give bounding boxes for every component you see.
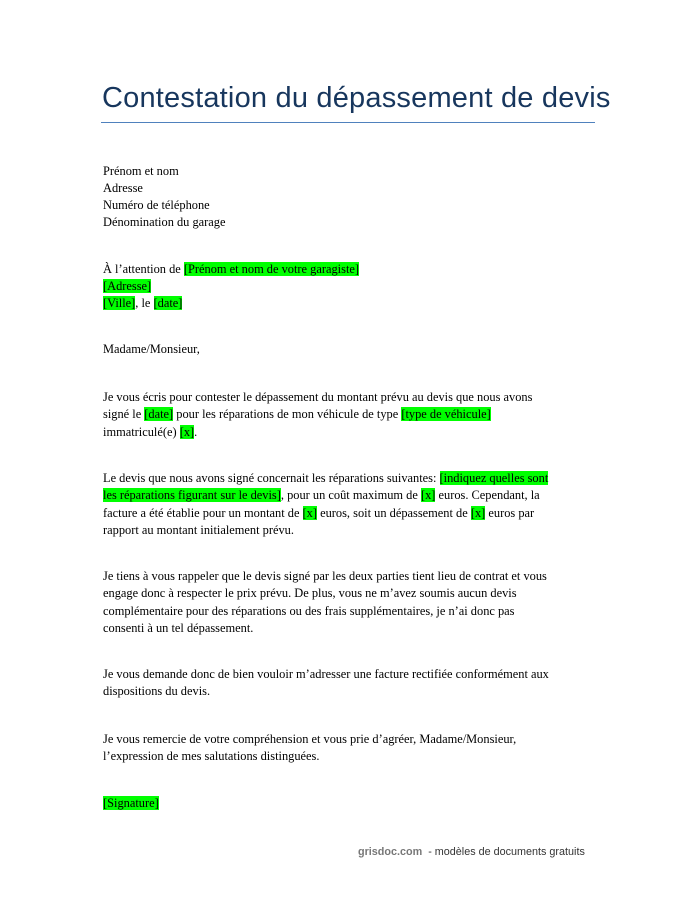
paragraph-request xyxy=(103,666,585,701)
title-underline xyxy=(101,122,595,123)
footer-tagline: - modèles de documents gratuits xyxy=(422,846,585,858)
para1-line3 xyxy=(103,424,585,441)
para1-l2-b: pour les réparations de mon véhicule de type xyxy=(173,407,402,422)
para3-line4: consenti à un tel dépassement. xyxy=(103,620,254,635)
signature-line xyxy=(103,795,585,812)
sender-garage: Dénomination du garage xyxy=(103,215,226,229)
sender-block xyxy=(103,163,226,231)
overrun-amount-placeholder: [x] xyxy=(470,505,486,520)
invoice-amount-placeholder: [x] xyxy=(302,505,317,520)
para2-l1-a: Le devis que nous avons signé concernait les réparations suivantes: xyxy=(103,471,440,485)
recipient-block xyxy=(103,261,359,312)
garagiste-name-placeholder: [Prénom et nom de votre garagiste] xyxy=(183,262,360,276)
para4-line1: Je vous demande donc de bien vouloir m’adresser une facture rectifiée conformément aux xyxy=(103,667,549,681)
document-title: Contestation du dépassement de devis xyxy=(102,82,611,114)
date-placeholder: [date] xyxy=(144,407,174,422)
para3-line2: engage donc à respecter le prix prévu. De plus, vous ne m’avez soumis aucun devis xyxy=(103,586,517,601)
para2-l2-c: euros. Cependant, la xyxy=(435,488,540,503)
para2-line1 xyxy=(103,470,585,487)
para1-l2-a: signé le xyxy=(103,407,145,422)
paragraph-devis xyxy=(103,470,585,539)
city-placeholder: [Ville] xyxy=(103,296,136,310)
recipient-address-line xyxy=(103,278,359,295)
para2-l3-b: euros, soit un dépassement de xyxy=(317,505,471,520)
paragraph-contract xyxy=(103,568,585,637)
para3-line3: complémentaire pour des réparations ou des frais supplémentaires, je n’ai donc pas xyxy=(103,603,515,618)
para3-line1: Je tiens à vous rappeler que le devis signé par les deux parties tient lieu de contrat et vous xyxy=(103,569,547,583)
para1-l3-b: . xyxy=(194,424,198,439)
footer-brand-link[interactable]: grisdoc.com xyxy=(358,846,423,858)
para4-line2: dispositions du devis. xyxy=(103,684,211,699)
para2-line4: rapport au montant initialement prévu. xyxy=(103,522,294,537)
le-text: , le xyxy=(135,296,154,310)
para1-line2 xyxy=(103,406,585,423)
max-cost-placeholder: [x] xyxy=(420,488,436,503)
sender-name: Prénom et nom xyxy=(103,164,179,178)
repairs-placeholder-end: les réparations figurant sur le devis] xyxy=(103,488,281,503)
para1-l3-a: immatriculé(e) xyxy=(103,424,180,439)
para2-line3 xyxy=(103,505,585,522)
salutation: Madame/Monsieur, xyxy=(103,342,200,356)
para2-l2-b: , pour un coût maximum de xyxy=(280,488,421,503)
attention-prefix: À l’attention de xyxy=(103,262,184,276)
para2-l3-c: euros par xyxy=(485,505,535,520)
para5-line1: Je vous remercie de votre compréhension et vous prie d’agréer, Madame/Monsieur, xyxy=(103,732,517,746)
paragraph-contestation xyxy=(103,389,585,441)
address-placeholder: [Adresse] xyxy=(103,279,152,293)
repairs-placeholder-start: [indiquez quelles sont xyxy=(439,471,549,485)
registration-placeholder: [x] xyxy=(179,424,195,439)
footer xyxy=(358,846,585,858)
para2-line2 xyxy=(103,487,585,504)
paragraph-closing xyxy=(103,731,585,766)
city-date-line xyxy=(103,295,359,312)
para2-l3-a: facture a été établie pour un montant de xyxy=(103,505,303,520)
signature-placeholder: [Signature] xyxy=(103,796,159,810)
recipient-attention-line xyxy=(103,261,359,278)
sender-address: Adresse xyxy=(103,181,143,195)
sender-phone: Numéro de téléphone xyxy=(103,198,210,212)
para1-line1: Je vous écris pour contester le dépassement du montant prévu au devis que nous avons xyxy=(103,390,533,404)
vehicle-type-placeholder: [type de véhicule] xyxy=(401,407,491,422)
date-placeholder: [date] xyxy=(153,296,183,310)
para5-line2: l’expression de mes salutations distinguées. xyxy=(103,749,320,764)
